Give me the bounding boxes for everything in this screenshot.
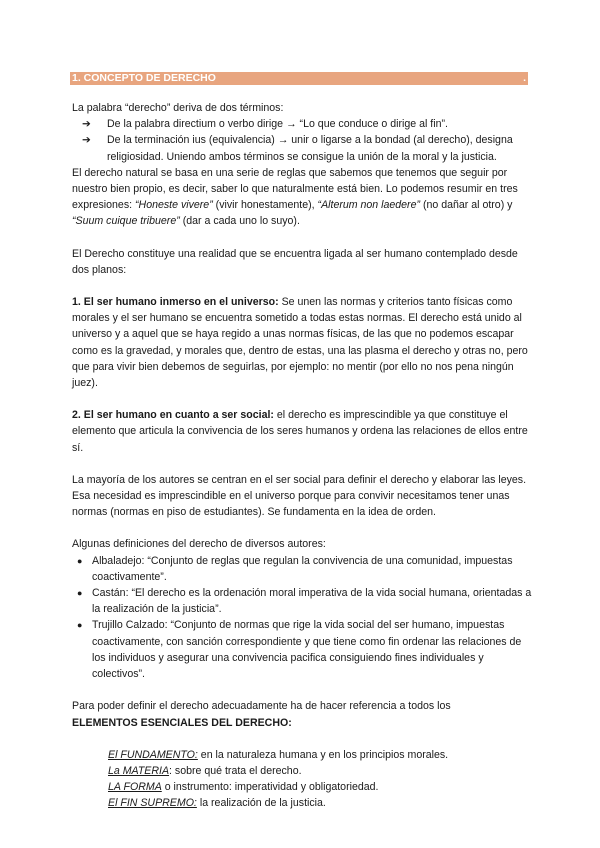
section-heading xyxy=(70,72,528,85)
section-title: 1. CONCEPTO DE DERECHO xyxy=(72,72,216,84)
heading-trail: . xyxy=(523,72,526,84)
arrow-icon: ➔ xyxy=(82,134,91,147)
list-item xyxy=(108,795,532,811)
expression-2-translation: (no dañar al otro) y xyxy=(420,199,513,212)
list-item xyxy=(108,763,532,779)
majority-paragraph: La mayoría de los autores se centran en el ser social para definir el derecho y elaborar las leyes. Esa necesidad es imprescindible en el universo porque para convivir necesitamos tener unas normas (normas en piso de estudiantes). Se fundamenta en la idea de orden. xyxy=(72,473,527,519)
element-text: o instrumento: imperatividad y obligatoriedad. xyxy=(161,781,379,794)
element-term: LA FORMA xyxy=(108,781,162,794)
list-item xyxy=(72,116,532,132)
definitions-intro: Algunas definiciones del derecho de diversos autores: xyxy=(72,538,326,551)
element-term: La MATERIA xyxy=(108,764,170,777)
list-item xyxy=(72,585,532,617)
element-text: en la naturaleza humana y en los principios morales. xyxy=(197,748,449,761)
expression-1: “Honeste vivere” xyxy=(135,199,213,212)
elements-title: ELEMENTOS ESENCIALES DEL DERECHO: xyxy=(72,716,292,729)
element-text: la realización de la justicia. xyxy=(196,797,326,810)
definition-text: Albaladejo: “Conjunto de reglas que regulan la convivencia de una comunidad, impuestas coactivamente”. xyxy=(92,554,513,583)
definitions-list xyxy=(72,553,532,683)
arrow-icon: ➔ xyxy=(82,118,91,131)
expression-2: “Alterum non laedere” xyxy=(317,199,421,212)
list-item xyxy=(72,553,532,585)
plane-1-text: Se unen las normas y criterios tanto físicas como morales y el ser humano se encuentra sometido a todas estas normas. El derecho está unido al universo y a aquel que se haya regido a unas normas físicas, de las que no podemos escapar como es la gravedad, y morales que, dentro de estas, una las plasma el derecho y otras no, pero que para vivir bien debemos de seguirlas, por ejemplo: no mentir (por ello no nos pena ningún juez). xyxy=(72,296,528,390)
bullet-icon: ● xyxy=(77,555,83,566)
plane-1-paragraph xyxy=(72,294,532,391)
element-term: El FUNDAMENTO: xyxy=(108,748,198,761)
definition-text: Castán: “El derecho es la ordenación moral imperativa de la vida social humana, orientadas a la realización de la justicia”. xyxy=(92,587,532,616)
expression-3-translation: (dar a cada uno lo suyo). xyxy=(179,215,300,228)
expression-1-translation: (vivir honestamente), xyxy=(212,199,318,212)
intro-paragraph: La palabra “derecho” deriva de dos términos: xyxy=(72,102,284,114)
definition-text: Trujillo Calzado: “Conjunto de normas que rige la vida social del ser humano, impuestas coactivamente, con sanción correspondiente y que tiene como fin ordenar las relaciones de los individuos y asegurar una convivencia pacifica consiguiendo fines individuales y colectivos”. xyxy=(92,619,522,681)
element-text: : sobre qué trata el derecho. xyxy=(169,764,302,777)
elements-intro: Para poder definir el derecho adecuadamente ha de hacer referencia a todos los xyxy=(72,700,451,713)
list-item xyxy=(72,617,532,682)
bullet-icon: ● xyxy=(77,588,83,599)
plane-2-title: 2. El ser humano en cuanto a ser social: xyxy=(72,409,274,422)
list-item-text: De la palabra directium o verbo dirige → “Lo que conduce o dirige al fin”. xyxy=(107,118,448,131)
bullet-icon: ● xyxy=(77,620,83,631)
element-term: El FIN SUPREMO: xyxy=(108,797,197,810)
list-item-text: De la terminación ius (equivalencia) → unir o ligarse a la bondad (al derecho), designa religiosidad. Uniendo ambos términos se consigue la unión de la moral y la justicia. xyxy=(107,134,513,163)
planes-intro: El Derecho constituye una realidad que se encuentra ligada al ser humano contemplado desde dos planos: xyxy=(72,247,518,276)
origins-list xyxy=(72,116,532,165)
plane-1-title: 1. El ser humano inmerso en el universo: xyxy=(72,296,279,309)
natural-law-paragraph xyxy=(72,165,532,230)
list-item xyxy=(108,779,532,795)
list-item xyxy=(108,747,532,763)
natural-lead: El derecho natural se basa en una serie de reglas que sabemos que tenemos que seguir por nuestro bien propio, es decir, saber lo que naturalmente está bien. Lo podemos resumir en tres expresiones: xyxy=(72,166,518,212)
expression-3: “Suum cuique tribuere” xyxy=(72,215,180,228)
document-body xyxy=(72,100,532,812)
list-item xyxy=(72,132,532,164)
plane-2-paragraph xyxy=(72,407,532,456)
plane-2-text: el derecho es imprescindible ya que constituye el elemento que articula la convivencia de los seres humanos y ordena las relaciones de ellos entre sí. xyxy=(72,409,528,454)
elements-list xyxy=(72,747,532,812)
